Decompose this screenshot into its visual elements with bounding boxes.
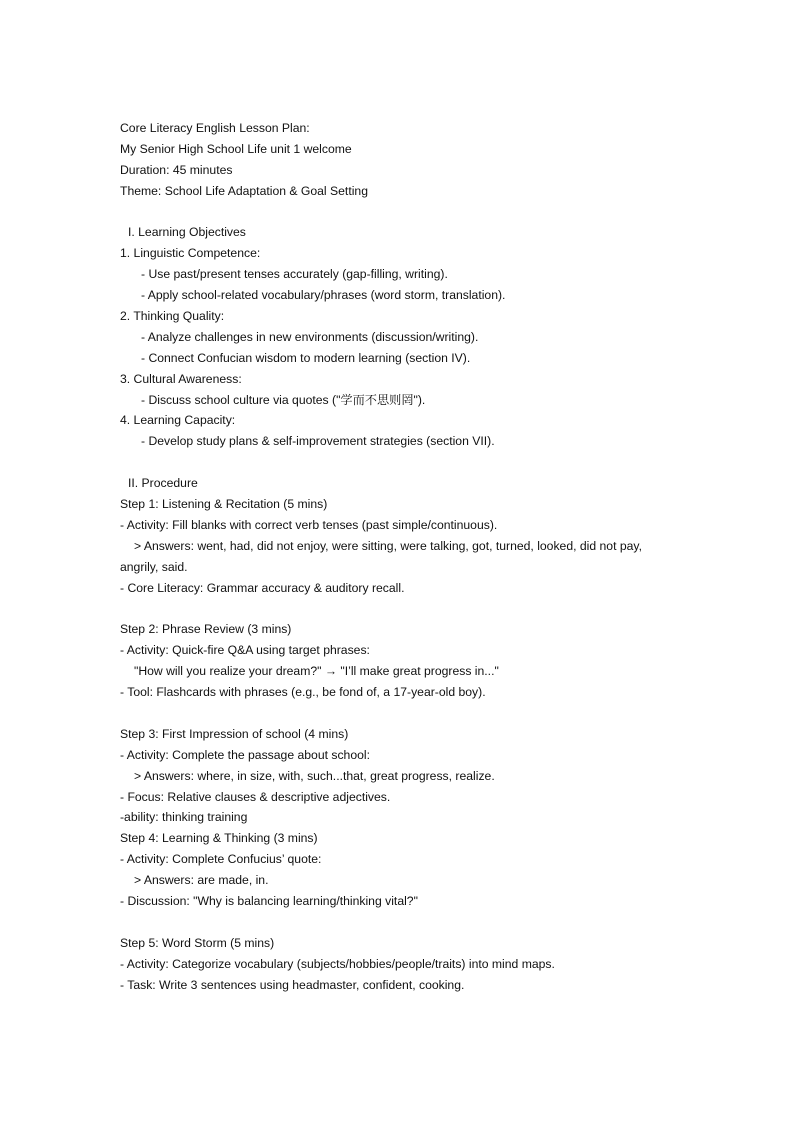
objective-detail: - Develop study plans & self-improvement strategies (section VII).: [141, 434, 495, 449]
section-heading-objectives: I. Learning Objectives: [128, 225, 246, 240]
theme-line: Theme: School Life Adaptation & Goal Setting: [120, 183, 368, 198]
step-detail: - Activity: Complete Confucius’ quote:: [120, 852, 322, 867]
objective-item: 4. Learning Capacity:: [120, 413, 236, 428]
step-detail: - Discussion: "Why is balancing learning/thinking vital?": [120, 893, 418, 908]
answer-line: > Answers: where, in size, with, such...that, great progress, realize.: [134, 768, 495, 783]
objective-item: 2. Thinking Quality:: [120, 309, 225, 324]
duration-line: Duration: 45 minutes: [120, 162, 233, 177]
step-detail: - Core Literacy: Grammar accuracy & auditory recall.: [120, 580, 405, 595]
section-heading-procedure: II. Procedure: [128, 476, 198, 491]
step-detail: - Activity: Fill blanks with correct verb tenses (past simple/continuous).: [120, 517, 498, 532]
answer-line-continued: angrily, said.: [120, 559, 188, 574]
step-heading: Step 1: Listening & Recitation (5 mins): [120, 497, 328, 512]
step-detail: - Activity: Categorize vocabulary (subjects/hobbies/people/traits) into mind maps.: [120, 956, 555, 971]
answer-line: > Answers: went, had, did not enjoy, were sitting, were talking, got, turned, looked, did not pay,: [134, 538, 642, 553]
spacer: [120, 202, 700, 223]
spacer: [120, 452, 700, 473]
objective-detail: - Apply school-related vocabulary/phrases (word storm, translation).: [141, 288, 506, 303]
spacer: [120, 703, 700, 724]
objective-detail: - Use past/present tenses accurately (gap-filling, writing).: [141, 267, 448, 282]
step-detail: - Activity: Quick-fire Q&A using target phrases:: [120, 643, 370, 658]
step-heading: Step 5: Word Storm (5 mins): [120, 935, 275, 950]
lesson-plan-body: [120, 118, 700, 995]
objective-item: 1. Linguistic Competence:: [120, 246, 261, 261]
step-detail: - Focus: Relative clauses & descriptive adjectives.: [120, 789, 391, 804]
objective-detail: - Connect Confucian wisdom to modern learning (section IV).: [141, 350, 471, 365]
document-title: Core Literacy English Lesson Plan:: [120, 121, 310, 135]
spacer: [120, 598, 700, 619]
objective-detail: - Analyze challenges in new environments (discussion/writing).: [141, 329, 479, 344]
example-line: "How will you realize your dream?" → "I’ll make great progress in...": [134, 664, 499, 679]
spacer: [120, 912, 700, 933]
step-detail: - Activity: Complete the passage about school:: [120, 747, 370, 762]
step-detail: - Task: Write 3 sentences using headmaster, confident, cooking.: [120, 977, 465, 992]
answer-line: > Answers: are made, in.: [134, 873, 269, 888]
step-detail: -ability: thinking training: [120, 810, 248, 825]
unit-title: My Senior High School Life unit 1 welcome: [120, 141, 352, 156]
step-heading: Step 2: Phrase Review (3 mins): [120, 622, 292, 637]
step-heading: Step 4: Learning & Thinking (3 mins): [120, 831, 318, 846]
step-heading: Step 3: First Impression of school (4 mins): [120, 726, 349, 741]
step-detail: - Tool: Flashcards with phrases (e.g., be fond of, a 17-year-old boy).: [120, 685, 486, 700]
objective-item: 3. Cultural Awareness:: [120, 371, 242, 386]
objective-detail: - Discuss school culture via quotes ("学而不思则罔").: [141, 392, 426, 407]
